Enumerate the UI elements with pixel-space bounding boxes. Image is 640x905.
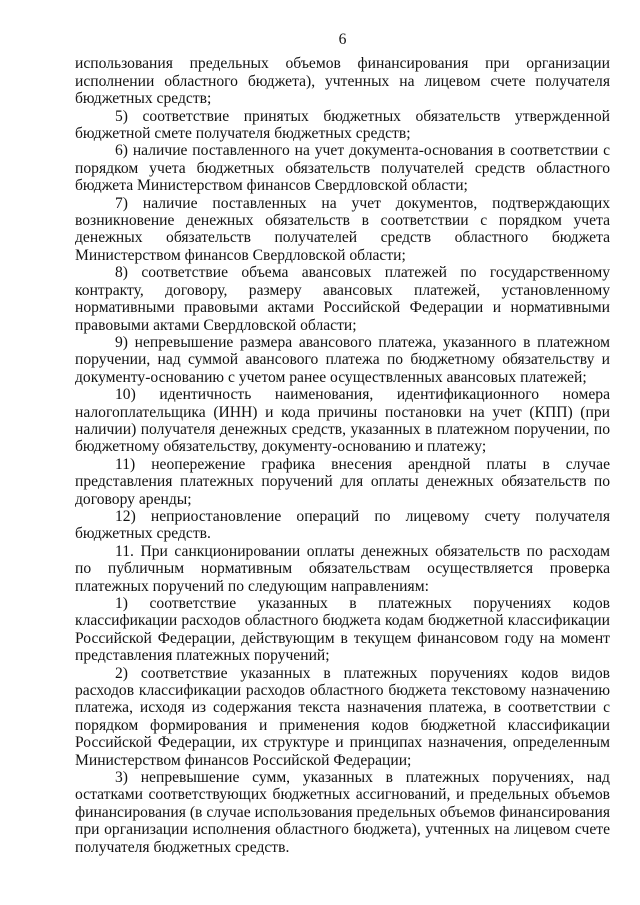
paragraph-item-10: 10) идентичность наименования, идентификационного номера налогоплательщика (ИНН) и кода причины постановки на учет (КПП) (при наличии) получателя денежных средств, указанных в платежном поручении, по бюджетному обязательству, документу-основанию и платежу; <box>75 386 610 456</box>
paragraph-item-7: 7) наличие поставленных на учет документов, подтверждающих возникновение денежных обязательств в соответствии с порядком учета денежных обязательств получателей средств областного бюджета Министерством финансов Свердловской области; <box>75 194 610 264</box>
paragraph-subitem-2: 2) соответствие указанных в платежных поручениях кодов видов расходов классификации расходов областного бюджета текстовому назначению платежа, исходя из содержания текста назначения платежа, в соответствии с порядком формирования и применения кодов бюджетной классификации Российской Федерации, их структуре и принципах назначения, определенным Министерством финансов Российской Федерации; <box>75 664 610 769</box>
paragraph-item-8: 8) соответствие объема авансовых платежей по государственному контракту, договору, размеру авансовых платежей, установленному нормативными правовыми актами Российской Федерации и нормативными правовыми актами Свердловской области; <box>75 264 610 334</box>
paragraph-item-12: 12) неприостановление операций по лицевому счету получателя бюджетных средств. <box>75 507 610 543</box>
paragraph-item-6: 6) наличие поставленного на учет документа-основания в соответствии с порядком учета бюджетных обязательств получателей средств областного бюджета Министерством финансов Свердловской области; <box>75 142 610 195</box>
paragraph-item-11: 11) неопережение графика внесения арендной платы в случае представления платежных поручений для оплаты денежных обязательств по договору аренды; <box>75 455 610 508</box>
document-page <box>75 0 610 856</box>
paragraph-continuation: использования предельных объемов финансирования при организации исполнении областного бюджета), учтенных на лицевом счете получателя бюджетных средств; <box>75 55 610 108</box>
paragraph-section-11: 11. При санкционировании оплаты денежных обязательств по расходам по публичным нормативным обязательствам осуществляется проверка платежных поручений по следующим направлениям: <box>75 542 610 595</box>
paragraph-subitem-3: 3) непревышение сумм, указанных в платежных поручениях, над остатками соответствующих бюджетных ассигнований, и предельных объемов финансирования (в случае использования предельных объемов финансирования при организации исполнения областного бюджета), учтенных на лицевом счете получателя бюджетных средств. <box>75 769 610 856</box>
paragraph-item-5: 5) соответствие принятых бюджетных обязательств утвержденной бюджетной смете получателя бюджетных средств; <box>75 107 610 143</box>
paragraph-item-9: 9) непревышение размера авансового платежа, указанного в платежном поручении, над суммой авансового платежа по бюджетному обязательству и документу-основанию с учетом ранее осуществленных авансовых платежей; <box>75 333 610 386</box>
page-number: 6 <box>338 31 347 48</box>
paragraph-subitem-1: 1) соответствие указанных в платежных поручениях кодов классификации расходов областного бюджета кодам бюджетной классификации Российской Федерации, действующим в текущем финансовом году на момент представления платежных поручений; <box>75 595 610 665</box>
